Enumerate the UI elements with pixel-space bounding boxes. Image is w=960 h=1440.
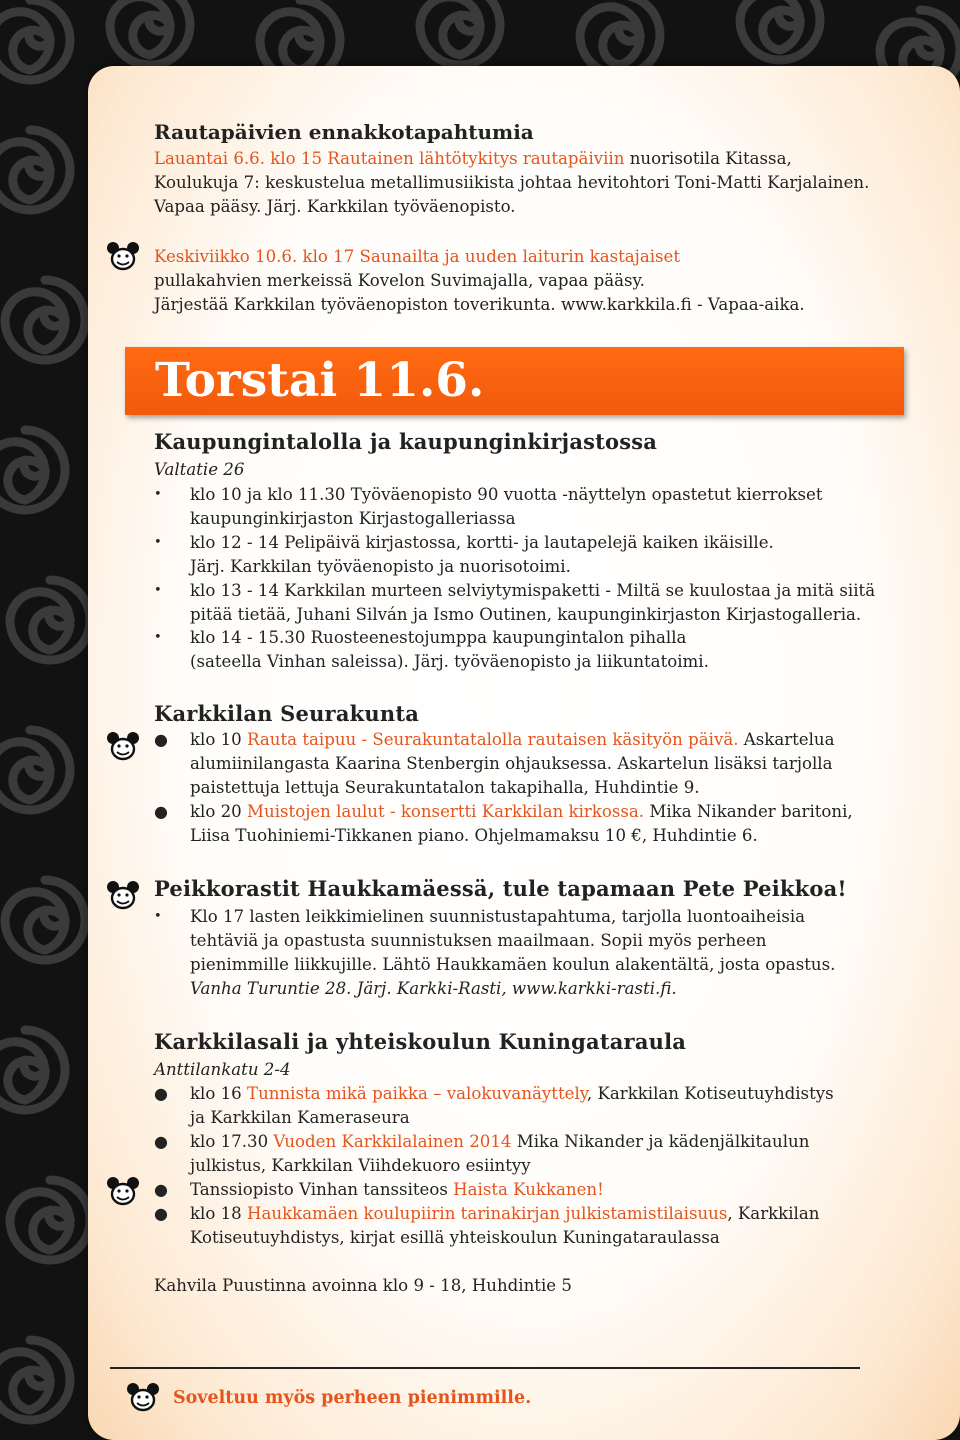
bullet-round: ● bbox=[154, 802, 168, 821]
s1-line-1: klo 10 ja klo 11.30 Työväenopisto 90 vuotta -näyttelyn opastetut kierrokset bbox=[190, 485, 823, 504]
s1-line-4: Järj. Karkkilan työväenopisto ja nuorisotoimi. bbox=[190, 557, 571, 576]
bullet-dot: • bbox=[154, 909, 162, 924]
s1-line-8: (sateella Vinhan saleissa). Järj. työväenopisto ja liikuntatoimi. bbox=[190, 652, 709, 671]
bullet-dot: • bbox=[154, 487, 162, 502]
footer-divider bbox=[110, 1367, 860, 1369]
s4-b4-line-2: Kotiseutuyhdistys, kirjat esillä yhteiskoulun Kuningataraulassa bbox=[190, 1228, 720, 1247]
s3-line-1: Klo 17 lasten leikkimielinen suunnistustapahtuma, tarjolla luontoaiheisia bbox=[190, 907, 806, 926]
s1-line-5: klo 13 - 14 Karkkilan murteen selviytymispaketti - Miltä se kuulostaa ja mitä siitä bbox=[190, 581, 876, 600]
cafe-note: Kahvila Puustinna avoinna klo 9 - 18, Huhdintie 5 bbox=[154, 1276, 572, 1295]
s4-b4-line-1: klo 18 Haukkamäen koulupiirin tarinakirjan julkistamistilaisuus, Karkkilan bbox=[190, 1204, 820, 1223]
s1-title: Kaupungintalolla ja kaupunginkirjastossa bbox=[154, 429, 658, 454]
s4-b2-line-2: julkistus, Karkkilan Viihdekuoro esiintyy bbox=[190, 1156, 531, 1175]
bullet-round: ● bbox=[154, 1084, 168, 1103]
banner-title: Torstai 11.6. bbox=[155, 353, 485, 408]
s4-b3-line-1: Tanssiopisto Vinhan tanssiteos Haista Kukkanen! bbox=[190, 1180, 604, 1199]
bullet-round: ● bbox=[154, 1180, 168, 1199]
mascot-face-icon bbox=[106, 731, 140, 761]
intro-line-5: pullakahvien merkeissä Kovelon Suvimajalla, vapaa pääsy. bbox=[154, 271, 645, 290]
mascot-face-icon bbox=[126, 1382, 160, 1412]
bullet-round: ● bbox=[154, 1204, 168, 1223]
s2-b2-line-1: klo 20 Muistojen laulut - konsertti Karkkilan kirkossa. Mika Nikander baritoni, bbox=[190, 802, 853, 821]
s1-line-2: kaupunginkirjaston Kirjastogalleriassa bbox=[190, 509, 516, 528]
s3-title: Peikkorastit Haukkamäessä, tule tapamaan Pete Peikkoa! bbox=[154, 876, 847, 901]
s4-b1-line-2: ja Karkkilan Kameraseura bbox=[190, 1108, 410, 1127]
bullet-dot: • bbox=[154, 583, 162, 598]
s1-line-6: pitää tietää, Juhani Silván ja Ismo Outinen, kaupunginkirjaston Kirjastogalleria. bbox=[190, 605, 862, 624]
s4-title: Karkkilasali ja yhteiskoulun Kuningataraula bbox=[154, 1029, 687, 1054]
intro-line-6: Järjestää Karkkilan työväenopiston toverikunta. www.karkkila.fi - Vapaa-aika. bbox=[154, 295, 805, 314]
s2-b1-line-1: klo 10 Rauta taipuu - Seurakuntatalolla rautaisen käsityön päivä. Askartelua bbox=[190, 730, 835, 749]
bullet-dot: • bbox=[154, 535, 162, 550]
s1-line-7: klo 14 - 15.30 Ruosteenestojumppa kaupungintalon pihalla bbox=[190, 628, 687, 647]
s1-line-3: klo 12 - 14 Pelipäivä kirjastossa, kortti- ja lautapelejä kaiken ikäisille. bbox=[190, 533, 774, 552]
intro-line-4: Keskiviikko 10.6. klo 17 Saunailta ja uuden laiturin kastajaiset bbox=[154, 247, 681, 266]
intro-line-3: Vapaa pääsy. Järj. Karkkilan työväenopisto. bbox=[154, 197, 516, 216]
s3-line-3: pienimmille liikkujille. Lähtö Haukkamäen koulun alakentältä, josta opastus. bbox=[190, 955, 836, 974]
mascot-face-icon bbox=[106, 1176, 140, 1206]
intro-line-2: Koulukuja 7: keskustelua metallimusiikista johtaa hevitohtori Toni-Matti Karjalainen. bbox=[154, 173, 870, 192]
s2-title: Karkkilan Seurakunta bbox=[154, 701, 420, 726]
s1-address: Valtatie 26 bbox=[154, 460, 245, 479]
bullet-round: ● bbox=[154, 1132, 168, 1151]
s2-b1-line-3: paistettuja lettuja Seurakuntatalon takapihalla, Huhdintie 9. bbox=[190, 778, 700, 797]
mascot-face-icon bbox=[106, 241, 140, 271]
s4-b2-line-1: klo 17.30 Vuoden Karkkilalainen 2014 Mika Nikander ja kädenjälkitaulun bbox=[190, 1132, 810, 1151]
s2-b1-line-2: alumiinilangasta Kaarina Stenbergin ohjauksessa. Askartelun lisäksi tarjolla bbox=[190, 754, 833, 773]
s2-b2-line-2: Liisa Tuohiniemi-Tikkanen piano. Ohjelmamaksu 10 €, Huhdintie 6. bbox=[190, 826, 758, 845]
s3-line-4: Vanha Turuntie 28. Järj. Karkki-Rasti, www.karkki-rasti.fi. bbox=[190, 979, 677, 998]
s4-address: Anttilankatu 2-4 bbox=[154, 1060, 291, 1079]
intro-title: Rautapäivien ennakkotapahtumia bbox=[154, 120, 534, 144]
s3-line-2: tehtäviä ja opastusta suunnistuksen maailmaan. Sopii myös perheen bbox=[190, 931, 767, 950]
bullet-round: ● bbox=[154, 730, 168, 749]
intro-line-1: Lauantai 6.6. klo 15 Rautainen lähtötykitys rautapäiviin nuorisotila Kitassa, bbox=[154, 149, 792, 168]
mascot-face-icon bbox=[106, 880, 140, 910]
bullet-dot: • bbox=[154, 630, 162, 645]
s4-b1-line-1: klo 16 Tunnista mikä paikka – valokuvanäyttely, Karkkilan Kotiseutuyhdistys bbox=[190, 1084, 834, 1103]
footer-note: Soveltuu myös perheen pienimmille. bbox=[173, 1388, 532, 1408]
